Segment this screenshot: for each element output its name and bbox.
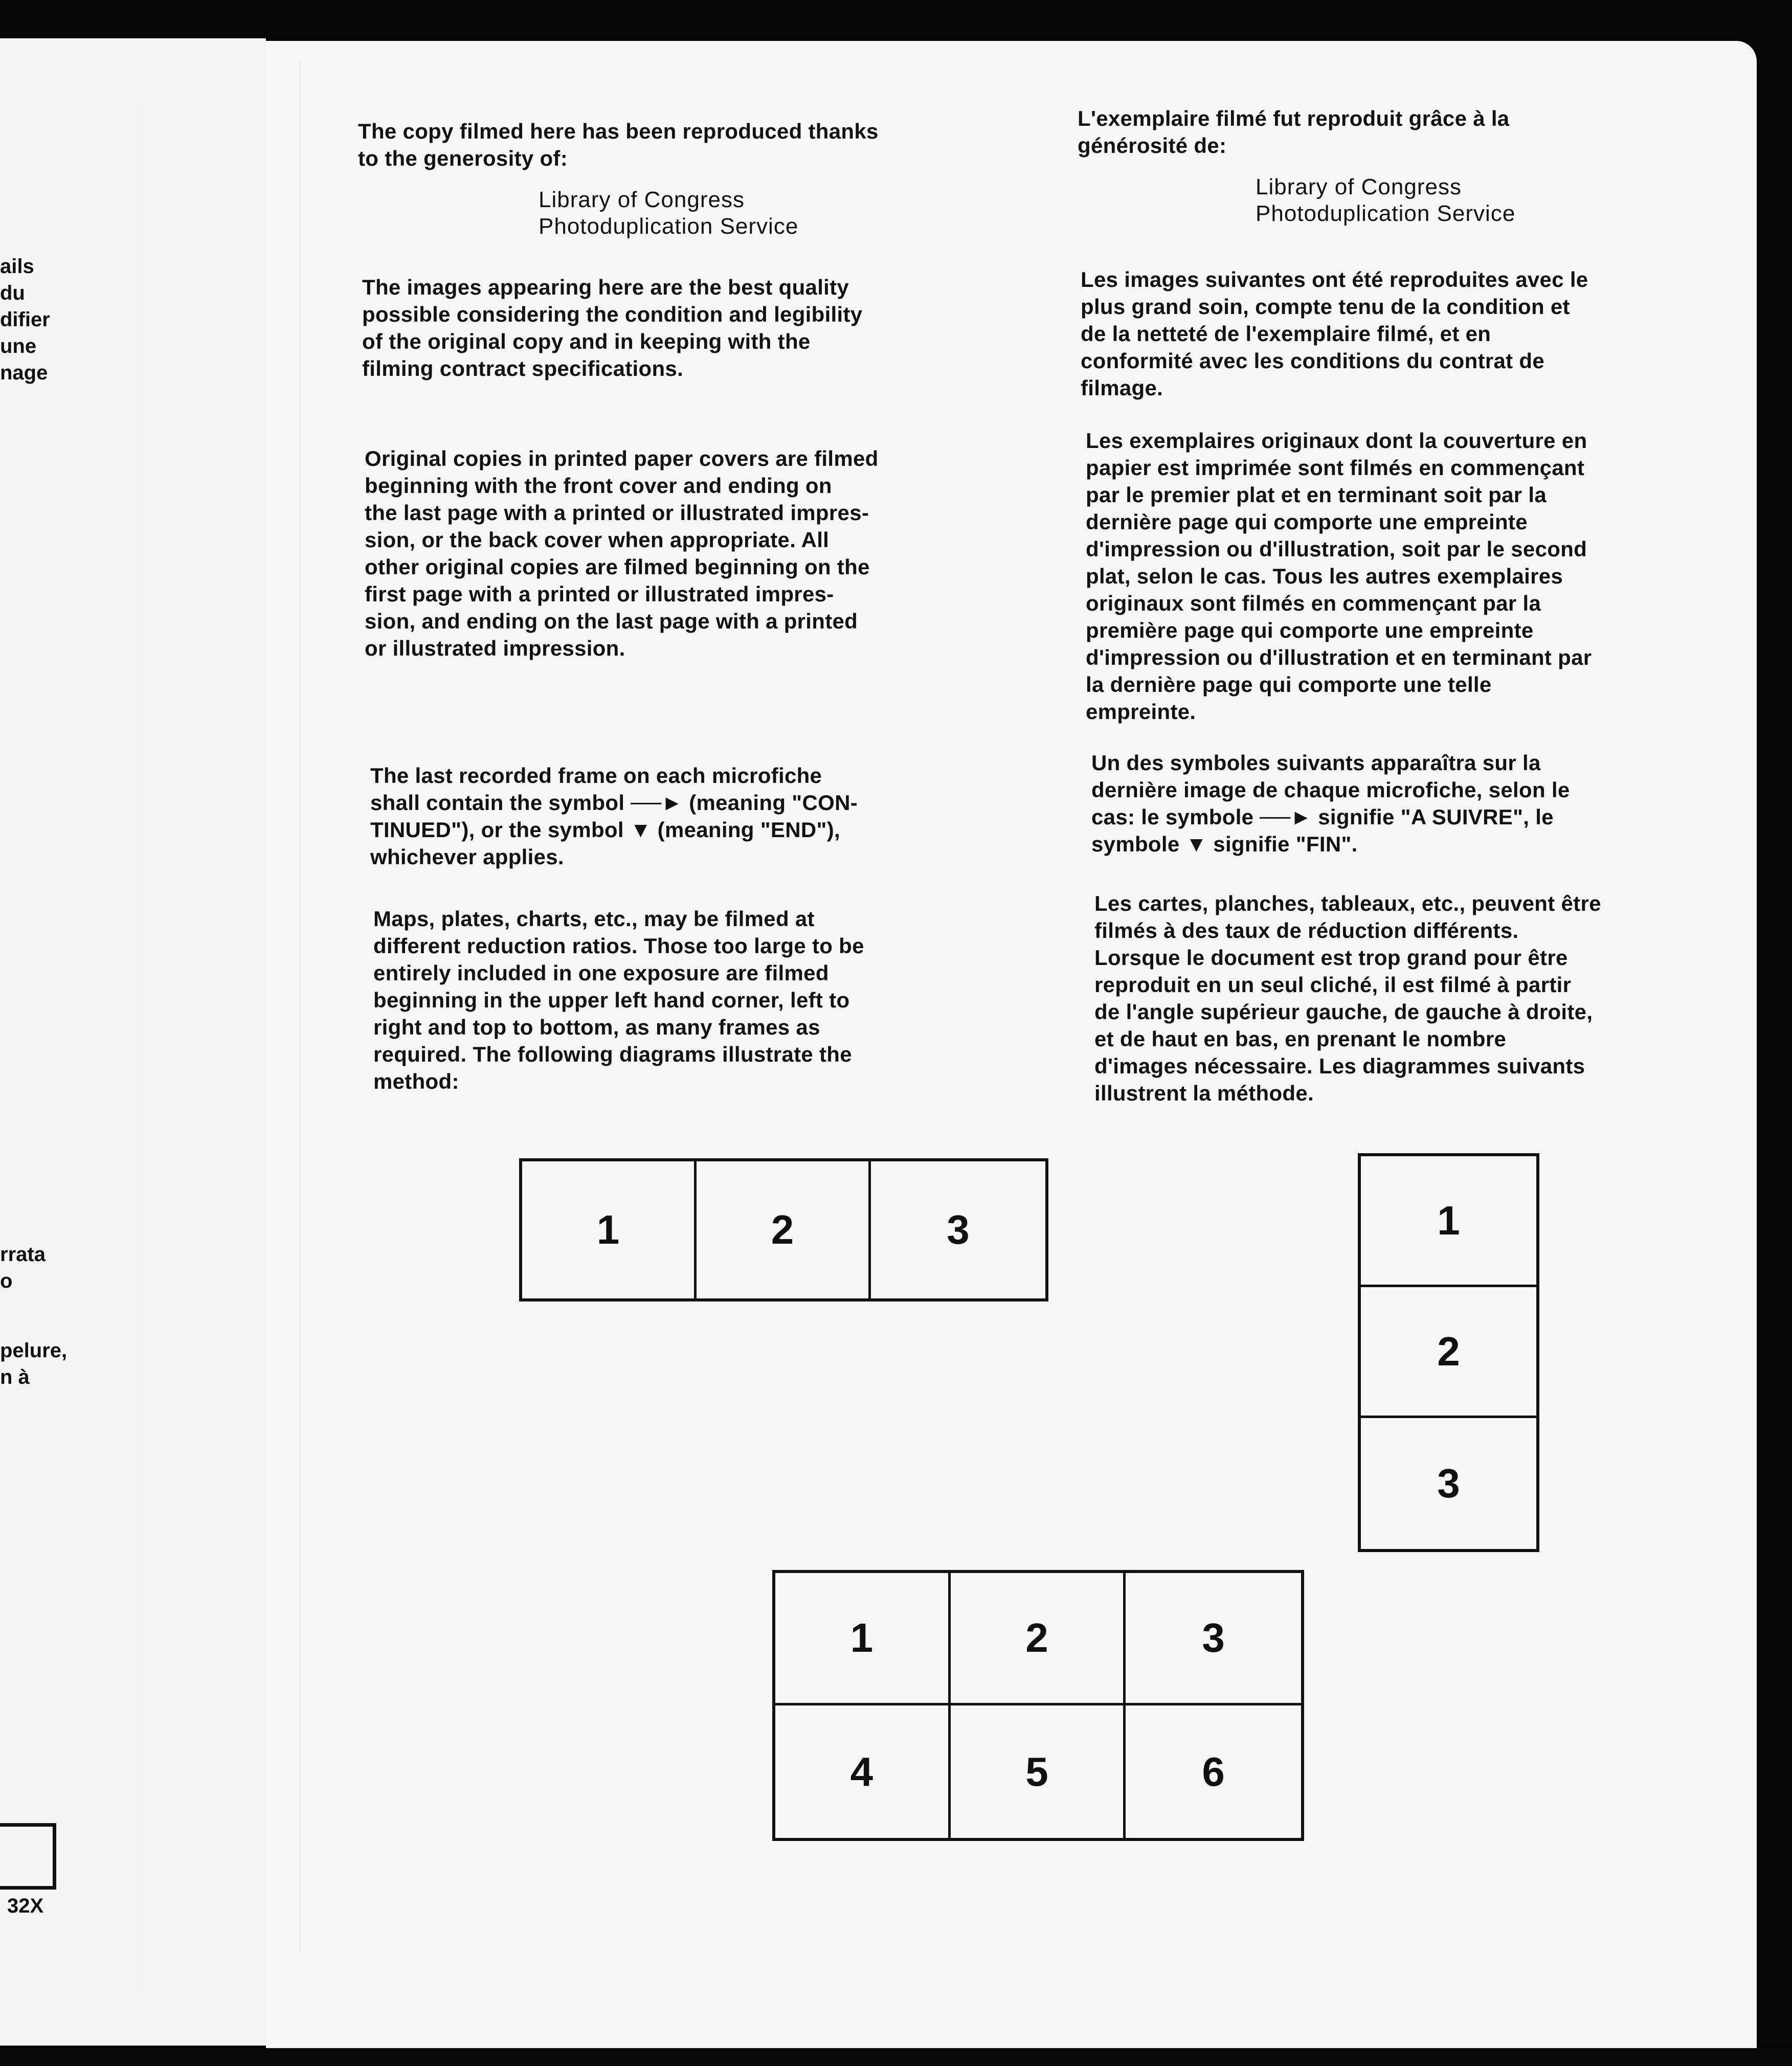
diagram-grid: [772, 1570, 1304, 1841]
left-page-fragment: [0, 38, 266, 2046]
french-quality-paragraph: Les images suivantes ont été reproduites avec le plus grand soin, compte tenu de la condition et de la netteté de l'exemplaire filmé, et en conformité avec les conditions du contrat de filmage.: [1081, 267, 1588, 400]
english-symbol-paragraph: The last recorded frame on each microfiche shall contain the symbol ──► (meaning "CON- TINUED"), or the symbol ▼ (meaning "END"), whichever applies.: [370, 763, 858, 869]
frame-cell: 3: [947, 1207, 970, 1252]
french-intro: L'exemplaire filmé fut reproduit grâce à la générosité de:: [1078, 106, 1510, 158]
frame-cell: 1: [522, 1161, 697, 1298]
left-fragment-1: ails: [0, 255, 34, 278]
frame-cell: 1: [1361, 1156, 1536, 1287]
frame-cell: 5: [951, 1705, 1126, 1838]
english-maps-paragraph: Maps, plates, charts, etc., may be filmed at different reduction ratios. Those too large to be entirely included in one exposure are filmed beginning in the upper left hand corner, left to right and top to bottom, as many frames as required. The following diagrams illustrate the method:: [373, 907, 864, 1093]
frame-cell: 3: [1437, 1461, 1460, 1506]
diagram-column: [1358, 1153, 1539, 1552]
left-fragment-9: n à: [0, 1366, 30, 1388]
frame-cell: 2: [697, 1161, 871, 1298]
french-maps-paragraph: Les cartes, planches, tableaux, etc., peuvent être filmés à des taux de réduction différents. Lorsque le document est trop grand pour être reproduit en un seul cliché, il est filmé à partir de l'angle supérieur gauche, de gauche à droite, et de haut en bas, en prenant le nombre d'images nécessaire. Les diagrammes suivants illustrent la méthode.: [1094, 891, 1601, 1105]
reduction-box: [0, 1823, 56, 1890]
frame-cell: 4: [775, 1705, 951, 1838]
film-edge: [0, 2048, 1792, 2066]
english-quality-paragraph: The images appearing here are the best quality possible considering the condition and legibility of the original copy and in keeping with the filming contract specifications.: [362, 275, 863, 380]
french-symbol-paragraph: Un des symboles suivants apparaîtra sur la dernière image de chaque microfiche, selon le cas: le symbole ──► signifie "A SUIVRE", le symbole ▼ signifie "FIN".: [1091, 751, 1570, 856]
english-intro: The copy filmed here has been reproduced thanks to the generosity of:: [358, 119, 879, 170]
frame-cell: 6: [1202, 1748, 1225, 1794]
frame-cell: 2: [1361, 1287, 1536, 1418]
french-library: Library of Congress Photoduplication Service: [1256, 174, 1516, 226]
english-library: Library of Congress Photoduplication Service: [539, 187, 799, 239]
left-fragment-3: difier: [0, 308, 50, 331]
frame-cell: 3: [1126, 1573, 1301, 1705]
english-original-paragraph: Original copies in printed paper covers are filmed beginning with the front cover and ending on the last page with a printed or illustrated impres- sion, or the back cover when appropriate. All other original copies are filmed beginning on the first page with a printed or illustrated impres- sion, and ending on the last page with a printed or illustrated impression.: [365, 446, 879, 660]
margin-rule: [299, 61, 301, 1953]
left-fragment-2: du: [0, 282, 25, 304]
page-fold: [141, 100, 144, 1992]
diagram-row: [519, 1158, 1048, 1301]
left-fragment-4: une: [0, 335, 37, 357]
reduction-label: 32X: [7, 1895, 44, 1917]
frame-cell: 1: [775, 1573, 951, 1705]
frame-cell: 2: [951, 1573, 1126, 1705]
french-original-paragraph: Les exemplaires originaux dont la couverture en papier est imprimée sont filmés en commençant par le premier plat et en terminant soit par la dernière page qui comporte une empreinte d'impression ou d'illustration, soit par le second plat, selon le cas. Tous les autres exemplaires originaux sont filmés en commençant par la première page qui comporte une empreinte d'impression ou d'illustration et en terminant par la dernière page qui comporte une telle empreinte.: [1086, 429, 1592, 724]
left-fragment-6: rrata: [0, 1243, 46, 1266]
main-page: [266, 41, 1757, 2048]
left-fragment-5: nage: [0, 362, 48, 384]
left-fragment-7: o: [0, 1270, 13, 1292]
left-fragment-8: pelure,: [0, 1339, 68, 1362]
